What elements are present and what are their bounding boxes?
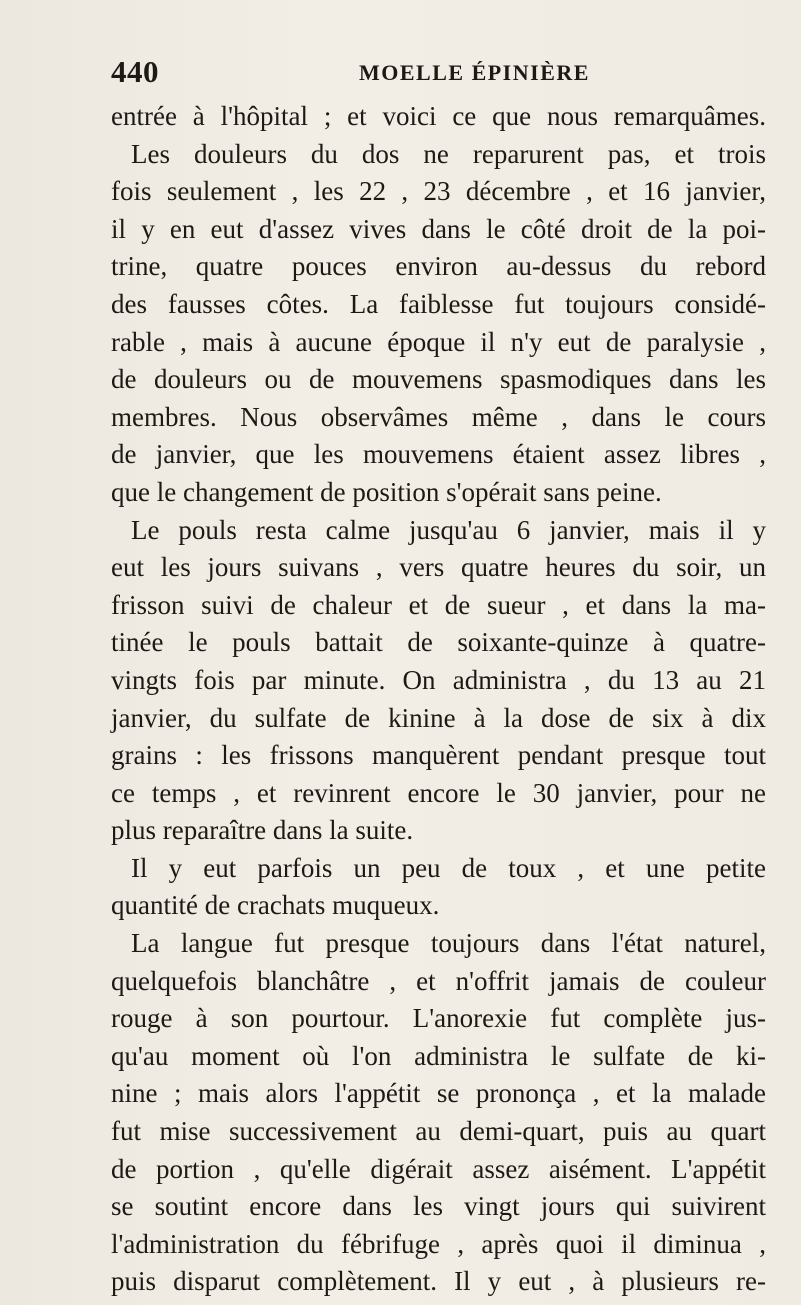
- page-header: [111, 52, 766, 98]
- text-line: frisson suivi de chaleur et de sueur , et dans la ma-: [111, 589, 766, 620]
- text-line: La langue fut presque toujours dans l'état naturel,: [131, 928, 766, 959]
- text-line: quantité de crachats muqueux.: [111, 890, 440, 921]
- text-line: que le changement de position s'opérait sans peine.: [111, 476, 662, 507]
- text-line: de janvier, que les mouvemens étaient assez libres ,: [111, 439, 766, 470]
- text-line: fut mise successivement au demi-quart, puis au quart: [111, 1116, 766, 1147]
- page-content: [111, 52, 766, 1301]
- text-line: entrée à l'hôpital ; et voici ce que nous remarquâmes.: [111, 101, 766, 131]
- text-line: Le pouls resta calme jusqu'au 6 janvier, mais il y: [131, 514, 766, 545]
- text-line: de portion , qu'elle digérait assez aisément. L'appétit: [111, 1153, 766, 1184]
- text-line: puis disparut complètement. Il y eut , à plusieurs re-: [111, 1266, 766, 1297]
- text-line: ce temps , et revinrent encore le 30 janvier, pour ne: [111, 777, 766, 808]
- text-line: quelquefois blanchâtre , et n'offrit jamais de couleur: [111, 965, 766, 996]
- text-line: rable , mais à aucune époque il n'y eut de paralysie ,: [111, 326, 766, 357]
- text-line: des fausses côtes. La faiblesse fut toujours considé-: [111, 288, 766, 319]
- text-line: grains : les frissons manquèrent pendant presque tout: [111, 740, 766, 771]
- text-line: de douleurs ou de mouvemens spasmodiques dans les: [111, 364, 766, 395]
- body-text: [111, 98, 766, 1301]
- text-line: l'administration du fébrifuge , après quoi il diminua ,: [111, 1228, 766, 1259]
- text-line: trine, quatre pouces environ au-dessus du rebord: [111, 251, 766, 282]
- running-title: MOELLE ÉPINIÈRE: [359, 60, 590, 85]
- text-line: eut les jours suivans , vers quatre heures du soir, un: [111, 552, 766, 583]
- text-line: tinée le pouls battait de soixante-quinze à quatre-: [111, 627, 766, 658]
- text-line: plus reparaître dans la suite.: [111, 815, 414, 846]
- text-line: il y en eut d'assez vives dans le côté droit de la poi-: [111, 213, 766, 244]
- text-line: vingts fois par minute. On administra , du 13 au 21: [111, 664, 766, 695]
- text-line: nine ; mais alors l'appétit se prononça , et la malade: [111, 1078, 766, 1109]
- text-line: Il y eut parfois un peu de toux , et une petite: [131, 852, 766, 883]
- text-line: se soutint encore dans les vingt jours qui suivirent: [111, 1191, 766, 1222]
- text-line: qu'au moment où l'on administra le sulfate de ki-: [111, 1040, 766, 1071]
- page-number: 440: [111, 54, 159, 89]
- text-line: membres. Nous observâmes même , dans le cours: [111, 401, 766, 432]
- text-line: janvier, du sulfate de kinine à la dose de six à dix: [111, 702, 766, 733]
- text-line: fois seulement , les 22 , 23 décembre , et 16 janvier,: [111, 176, 766, 207]
- text-line: rouge à son pourtour. L'anorexie fut complète jus-: [111, 1003, 766, 1034]
- text-line: Les douleurs du dos ne reparurent pas, et trois: [131, 138, 766, 169]
